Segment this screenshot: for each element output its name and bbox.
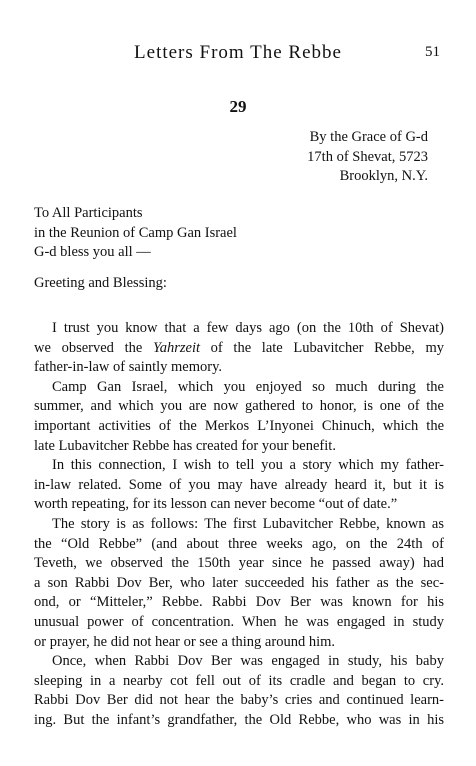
body-line: in-law related. Some of you may have already heard it, but it is — [34, 476, 444, 493]
body-line: important activities of the Merkos L’Inyonei Chinuch, which the — [34, 417, 444, 434]
body-line: In this connection, I wish to tell you a story which my father- — [52, 457, 444, 474]
body-line: father-in-law of saintly memory. — [34, 359, 223, 376]
yahrzeit-term: Yahrzeit — [152, 339, 200, 356]
body-line: summer, and which you are now gathered to honor, is one of the — [34, 398, 444, 415]
body-line: sleeping in a nearby cot fell out of its cradle and began to cry. — [34, 672, 444, 689]
dateline — [307, 128, 428, 187]
address-block — [34, 204, 237, 263]
body-line: ing. But the infant’s grandfather, the Old Rebbe, who was in his — [34, 711, 444, 728]
dateline-line: By the Grace of G-d — [309, 129, 428, 145]
address-line: G-d bless you all — — [34, 244, 151, 260]
body-line: The story is as follows: The first Lubavitcher Rebbe, known as — [52, 515, 444, 532]
body-fragment: we observed the — [34, 339, 153, 356]
dateline-line: 17th of Shevat, 5723 — [307, 148, 428, 165]
greeting: Greeting and Blessing: — [34, 275, 167, 291]
body-line: Rabbi Dov Ber did not hear the baby’s cries and continued learn- — [34, 692, 444, 709]
body-line: or prayer, he did not hear or see a thing around him. — [34, 633, 336, 650]
letter-number: 29 — [229, 97, 247, 116]
body-line — [34, 339, 444, 359]
body-line: late Lubavitcher Rebbe has created for your benefit. — [34, 437, 336, 454]
letter-body — [34, 319, 444, 730]
running-title: Letters From The Rebbe — [134, 42, 342, 63]
body-line: Once, when Rabbi Dov Ber was engaged in study, his baby — [52, 653, 444, 670]
page-number: 51 — [425, 44, 440, 60]
body-line: a son Rabbi Dov Ber, who later succeeded his father as the sec- — [34, 574, 444, 591]
address-line: in the Reunion of Camp Gan Israel — [34, 224, 237, 241]
body-line: Teveth, we observed the 150th year since he passed away) had — [34, 555, 444, 572]
body-line: worth repeating, for its lesson can never become “out of date.” — [34, 496, 398, 513]
address-line: To All Participants — [34, 205, 143, 221]
body-line: the “Old Rebbe” (and about three weeks ago, on the 24th of — [34, 535, 444, 552]
body-line: Camp Gan Israel, which you enjoyed so much during the — [52, 378, 444, 395]
body-line: unusual power of concentration. When he was engaged in study — [34, 613, 444, 630]
dateline-line: Brooklyn, N.Y. — [339, 168, 428, 184]
body-line: ond, or “Mitteler,” Rebbe. Rabbi Dov Ber was known for his — [34, 594, 444, 611]
body-line: I trust you know that a few days ago (on the 10th of Shevat) — [52, 320, 444, 336]
body-fragment: of the late Lubavitcher Rebbe, my — [200, 339, 444, 356]
